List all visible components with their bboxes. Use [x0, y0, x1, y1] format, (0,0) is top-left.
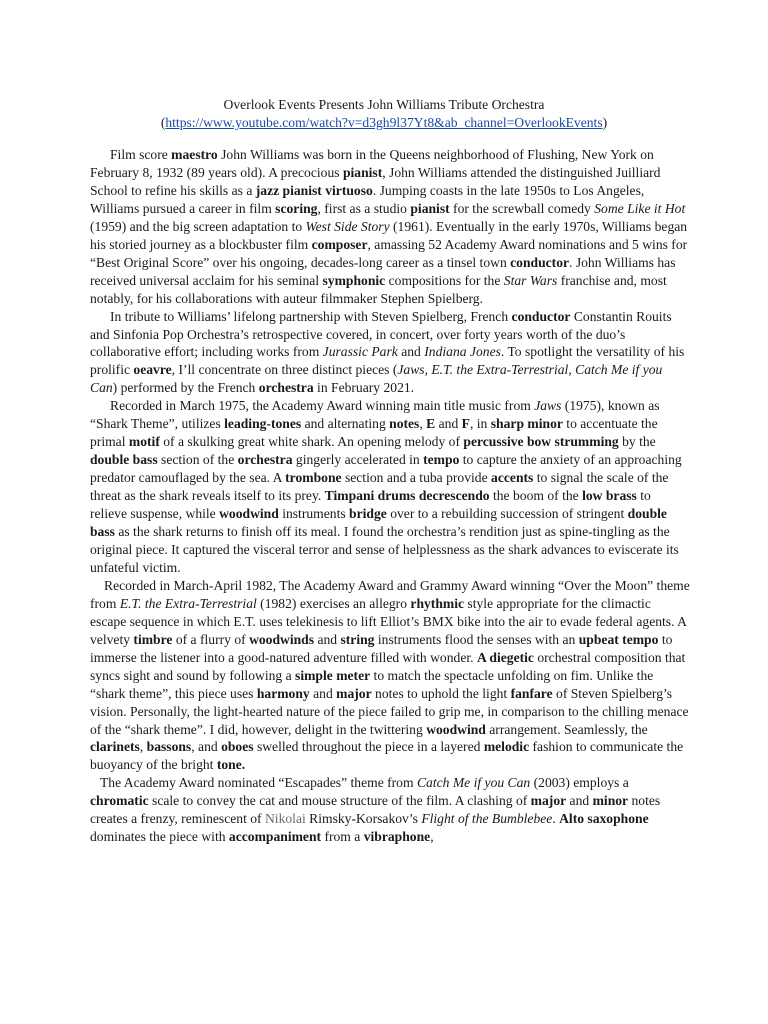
paragraph-5 [90, 774, 690, 846]
text-run: Rimsky-Korsakov’s [305, 811, 422, 827]
text-run: . [552, 811, 560, 827]
bold-term: vibraphone [363, 829, 431, 845]
source-line [0, 114, 768, 132]
text-run: and [397, 344, 425, 360]
bold-term: Timpani drums decrescendo [324, 488, 490, 504]
bold-term: F [461, 416, 470, 432]
text-run: Film score [110, 147, 172, 162]
text-run: section of the [157, 452, 238, 468]
text-run: , [139, 739, 147, 755]
text-run: arrangement. Seamlessly, the [485, 721, 648, 737]
bold-term: oboes [221, 739, 254, 755]
text-run: to capture the anxiety of an approaching predator camouflaged by the sea. A [90, 452, 682, 486]
bold-term: scoring [275, 200, 318, 216]
bold-term: sharp minor [490, 416, 563, 432]
bold-term: conductor [510, 254, 570, 270]
italic-title: Some Like it Hot [594, 200, 686, 216]
bold-term: orchestra [258, 380, 314, 396]
text-run: for the screwball comedy [449, 200, 595, 216]
url-close-paren: ) [602, 115, 608, 130]
text-run: to match the spectacle unfolding on fim. Unlike the “shark theme”, this piece uses [90, 667, 654, 701]
text-run: over to a rebuilding succession of stringent [386, 506, 628, 522]
document-title: Overlook Events Presents John Williams Tribute Orchestra [223, 97, 545, 112]
text-run: of Steven Spielberg’s vision. Personally, the light-hearted nature of the piece failed to grip me, in comparison to the chilling menace of the “shark theme”. I did, however, delight in the twittering [90, 685, 689, 737]
bold-term: pianist [342, 164, 383, 180]
text-run: dominates the piece with [90, 829, 229, 845]
text-run: (1959) and the big screen adaptation to [90, 218, 306, 234]
text-run: The Academy Award nominated “Escapades” theme from [100, 775, 417, 791]
bold-term: A diegetic [476, 649, 534, 665]
text-run: to signal the scale of the threat as the shark reveals itself to its prey. [90, 470, 669, 504]
bold-term: accompaniment [228, 829, 322, 845]
text-run: and alternating [301, 416, 390, 432]
text-run: of a skulking great white shark. An opening melody of [159, 434, 464, 450]
bold-term: conductor [511, 308, 571, 324]
text-run: (1961). Eventually in the early 1970s, Williams began his storied journey as a blockbuster film [90, 218, 688, 252]
italic-title: Flight of the Bumblebee [421, 811, 553, 827]
text-run: scale to convey the cat and mouse structure of the film. A clashing of [148, 793, 531, 809]
italic-title: E.T. the Extra-Terrestrial [431, 362, 569, 378]
text-run: and [435, 416, 462, 432]
bold-term: motif [128, 434, 160, 450]
gray-text: Nikolai [264, 811, 306, 827]
bold-term: simple meter [295, 667, 371, 683]
italic-title: Jurassic Park [322, 344, 398, 360]
italic-title: Catch Me if you Can [416, 775, 531, 791]
text-run: swelled throughout the piece in a layered [253, 739, 484, 755]
bold-term: leading-tones [224, 416, 302, 432]
bold-term: woodwind [426, 721, 486, 737]
bold-term: double bass [90, 452, 158, 468]
bold-term: major [530, 793, 567, 809]
bold-term: timbre [133, 631, 173, 647]
bold-term: oeavre [133, 362, 172, 378]
bold-term: clarinets [90, 739, 140, 755]
bold-term: percussive bow strumming [463, 434, 619, 450]
text-run: notes to uphold the light [371, 685, 511, 701]
document-header [0, 96, 768, 132]
text-run: , I’ll concentrate on three distinct pieces ( [171, 362, 398, 378]
text-run: , [430, 829, 434, 845]
text-run: , and [191, 739, 222, 755]
paragraph-4 [90, 577, 690, 774]
text-run: as the shark returns to finish off its meal. I found the orchestra’s rendition just as spine-tingling as the original piece. It captured the visceral terror and sense of helplessness as the shark advances to eviscerate its unfateful victim. [90, 524, 679, 575]
bold-term: major [336, 685, 372, 701]
bold-term: string [340, 631, 375, 647]
bold-term: rhythmic [410, 595, 465, 611]
bold-term: woodwinds [249, 631, 315, 647]
italic-title: Indiana Jones [424, 344, 501, 360]
italic-title: West Side Story [305, 218, 390, 234]
bold-term: harmony [256, 685, 310, 701]
text-run: Constantin Rouits and Sinfonia Pop Orchestra’s retrospective covered, in concert, over forty years worth of the duo’s collaborative effort; including works from [90, 308, 672, 360]
bold-term: minor [592, 793, 629, 809]
text-run: (1982) exercises an allegro [256, 595, 411, 611]
text-run: and [566, 793, 593, 809]
text-run: style appropriate for the climactic escape sequence in which E.T. uses telekinesis to lift Elliot’s BMX bike into the air to evade federal agents. A velvety [90, 595, 687, 647]
text-run: John Williams was born in the Queens neighborhood of Flushing, New York on February 8, 1932 (89 years old). A precocious [90, 147, 654, 180]
text-run: , [419, 416, 427, 432]
text-run: and [309, 685, 337, 701]
text-run: fashion to communicate the buoyancy of the bright [90, 739, 684, 773]
text-run: of a flurry of [172, 631, 250, 647]
paragraph-2 [90, 308, 690, 398]
bold-term: symphonic [322, 272, 386, 288]
text-run: to accentuate the primal [90, 416, 658, 450]
italic-title: Star Wars [503, 272, 558, 288]
bold-term: composer [311, 236, 368, 252]
text-run: . Jumping coasts in the late 1950s to Los Angeles, Williams pursued a career in film [90, 182, 645, 216]
bold-term: low brass [582, 488, 637, 504]
text-run: , amassing 52 Academy Award nominations and 5 wins for “Best Original Score” over his ongoing, decades-long career as a tinsel town [90, 236, 688, 270]
bold-term: woodwind [219, 506, 279, 522]
bold-term: pianist [410, 200, 450, 216]
text-run: gingerly accelerated in [292, 452, 424, 468]
bold-term: bassons [146, 739, 192, 755]
italic-title: Jaws [397, 362, 425, 378]
bold-term: maestro [171, 147, 218, 162]
text-run: Recorded in March 1975, the Academy Award winning main title music from [110, 398, 535, 414]
text-run: (1975), known as “Shark Theme”, utilizes [90, 398, 660, 432]
text-run: compositions for the [385, 272, 504, 288]
text-run: the boom of the [489, 488, 583, 504]
text-run: from a [321, 829, 364, 845]
bold-term: trombone [285, 470, 342, 486]
bold-term: double bass [90, 506, 667, 540]
youtube-link[interactable]: https://www.youtube.com/watch?v=d3gh9l37Yt8&ab_channel=OverlookEvents [165, 115, 603, 130]
text-run: orchestral composition that syncs sight and sound by following a [90, 649, 686, 683]
bold-term: bridge [349, 506, 387, 522]
text-run: . John Williams has received universal acclaim for his seminal [90, 254, 676, 288]
bold-term: accents [491, 470, 534, 486]
text-run: ) performed by the French [112, 380, 259, 396]
bold-term: fanfare [510, 685, 553, 701]
text-run: , in [469, 416, 491, 432]
bold-term: tempo [423, 452, 460, 468]
text-run: , John Williams attended the distinguished Juilliard School to refine his skills as a [90, 164, 661, 198]
text-run: instruments [278, 506, 350, 522]
bold-term: melodic [483, 739, 530, 755]
bold-term: jazz pianist virtuoso [255, 182, 373, 198]
document-body [90, 146, 690, 846]
bold-term: tone. [216, 757, 246, 773]
text-run: by the [618, 434, 656, 450]
text-run: instruments flood the senses with an [374, 631, 579, 647]
bold-term: upbeat tempo [578, 631, 659, 647]
paragraph-3 [90, 397, 690, 577]
text-run: notes creates a frenzy, reminescent of [90, 793, 661, 827]
bold-term: chromatic [90, 793, 149, 809]
text-run: to immerse the listener into a good-natured adventure filled with wonder. [90, 631, 673, 665]
text-run: Recorded in March-April 1982, The Academy Award and Grammy Award winning “Over the Moon” theme from [90, 577, 690, 611]
italic-title: E.T. the Extra-Terrestrial [119, 595, 257, 611]
text-run: to relieve suspense, while [90, 488, 651, 522]
text-run: and [314, 631, 341, 647]
bold-term: notes [389, 416, 420, 432]
text-run: in February 2021. [313, 380, 415, 396]
text-run: franchise and, most notably, for his collaborations with auteur filmmaker Stephen Spielberg. [90, 272, 667, 306]
text-run: . To spotlight the versatility of his prolific [90, 344, 685, 378]
text-run: section and a tuba provide [341, 470, 492, 486]
text-run: , [424, 362, 432, 378]
italic-title: Catch Me if you Can [90, 362, 663, 396]
url-open-paren: ( [160, 115, 166, 130]
bold-term: orchestra [237, 452, 293, 468]
italic-title: Jaws [534, 398, 562, 414]
paragraph-1 [90, 146, 690, 308]
bold-term: E [426, 416, 436, 432]
text-run: , first as a studio [317, 200, 411, 216]
bold-term: Alto saxophone [559, 811, 649, 827]
text-run: , [568, 362, 576, 378]
text-run: (2003) employs a [530, 775, 629, 791]
text-run: In tribute to Williams’ lifelong partnership with Steven Spielberg, French [110, 308, 512, 324]
